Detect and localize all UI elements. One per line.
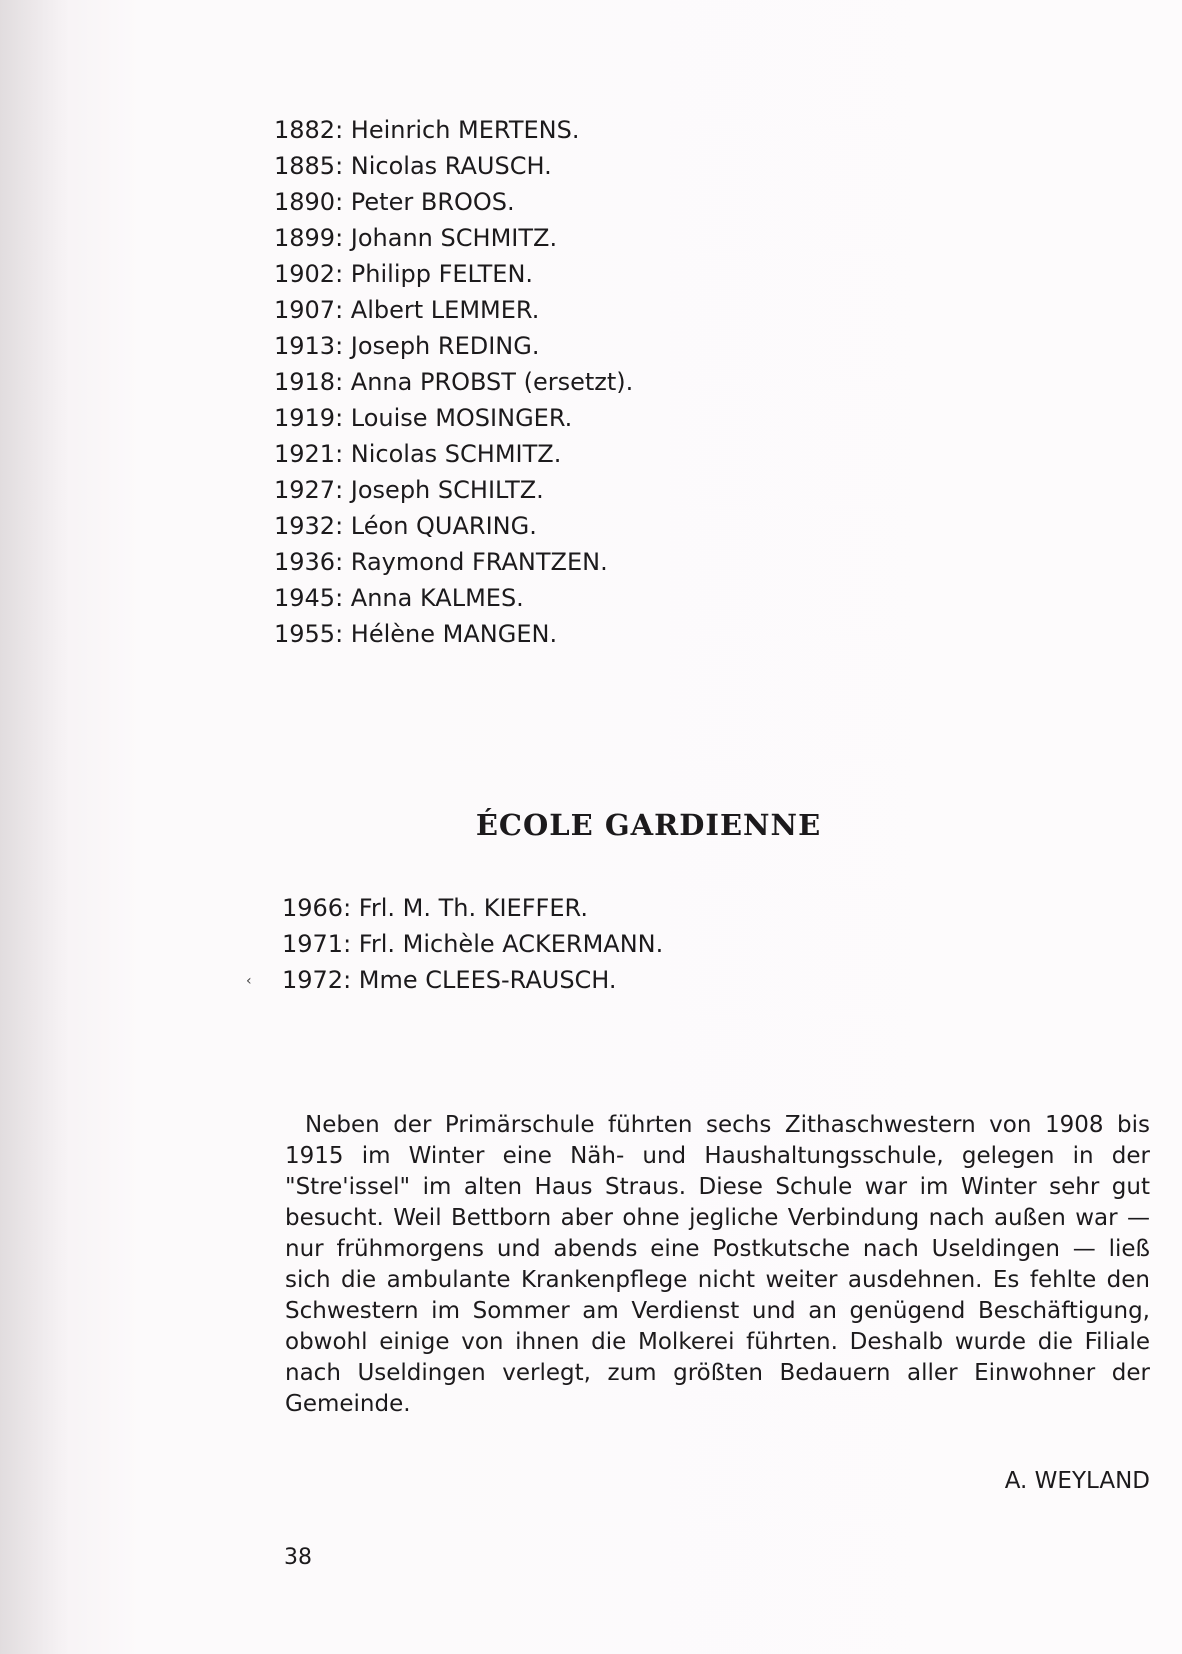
list-item: 1971: Frl. Michèle ACKERMANN. bbox=[282, 930, 664, 958]
list-item: 1919: Louise MOSINGER. bbox=[274, 404, 573, 432]
author-signature: A. WEYLAND bbox=[1004, 1468, 1150, 1494]
stray-mark: ‹ bbox=[246, 973, 252, 989]
list-item: 1927: Joseph SCHILTZ. bbox=[274, 476, 544, 504]
history-paragraph: Neben der Primärschule führten sechs Zithaschwestern von 1908 bis 1915 im Winter eine Näh- und Haushaltungsschule, gelegen in der "Stre'issel" im alten Haus Straus. Diese Schule war im Winter sehr gut besucht. Weil Bettborn aber ohne jegliche Verbindung nach außen war — nur frühmorgens und abends eine Postkutsche nach Useldingen — ließ sich die ambulante Krankenpflege nicht weiter ausdehnen. Es fehlte den Schwestern im Sommer am Verdienst und an genügend Beschäftigung, obwohl einige von ihnen die Molkerei führten. Deshalb wurde die Filiale nach Useldingen verlegt, zum größten Bedauern aller Einwohner der Gemeinde. bbox=[285, 1112, 1150, 1417]
list-item: 1972: Mme CLEES-RAUSCH. bbox=[282, 966, 617, 994]
list-item: 1885: Nicolas RAUSCH. bbox=[274, 152, 552, 180]
list-item: 1945: Anna KALMES. bbox=[274, 584, 524, 612]
list-item: 1918: Anna PROBST (ersetzt). bbox=[274, 368, 634, 396]
list-item: 1955: Hélène MANGEN. bbox=[274, 620, 558, 648]
page-number: 38 bbox=[284, 1545, 312, 1570]
list-item: 1913: Joseph REDING. bbox=[274, 332, 540, 360]
kindergarten-teacher-list bbox=[282, 890, 663, 998]
teacher-list bbox=[274, 112, 633, 652]
list-item: 1907: Albert LEMMER. bbox=[274, 296, 540, 324]
list-item: 1966: Frl. M. Th. KIEFFER. bbox=[282, 894, 588, 922]
list-item: 1921: Nicolas SCHMITZ. bbox=[274, 440, 562, 468]
section-title: ÉCOLE GARDIENNE bbox=[475, 808, 822, 842]
list-item: 1932: Léon QUARING. bbox=[274, 512, 537, 540]
list-item: 1936: Raymond FRANTZEN. bbox=[274, 548, 608, 576]
list-item: 1899: Johann SCHMITZ. bbox=[274, 224, 558, 252]
list-item: 1902: Philipp FELTEN. bbox=[274, 260, 534, 288]
list-item: 1882: Heinrich MERTENS. bbox=[274, 116, 580, 144]
list-item: 1890: Peter BROOS. bbox=[274, 188, 515, 216]
